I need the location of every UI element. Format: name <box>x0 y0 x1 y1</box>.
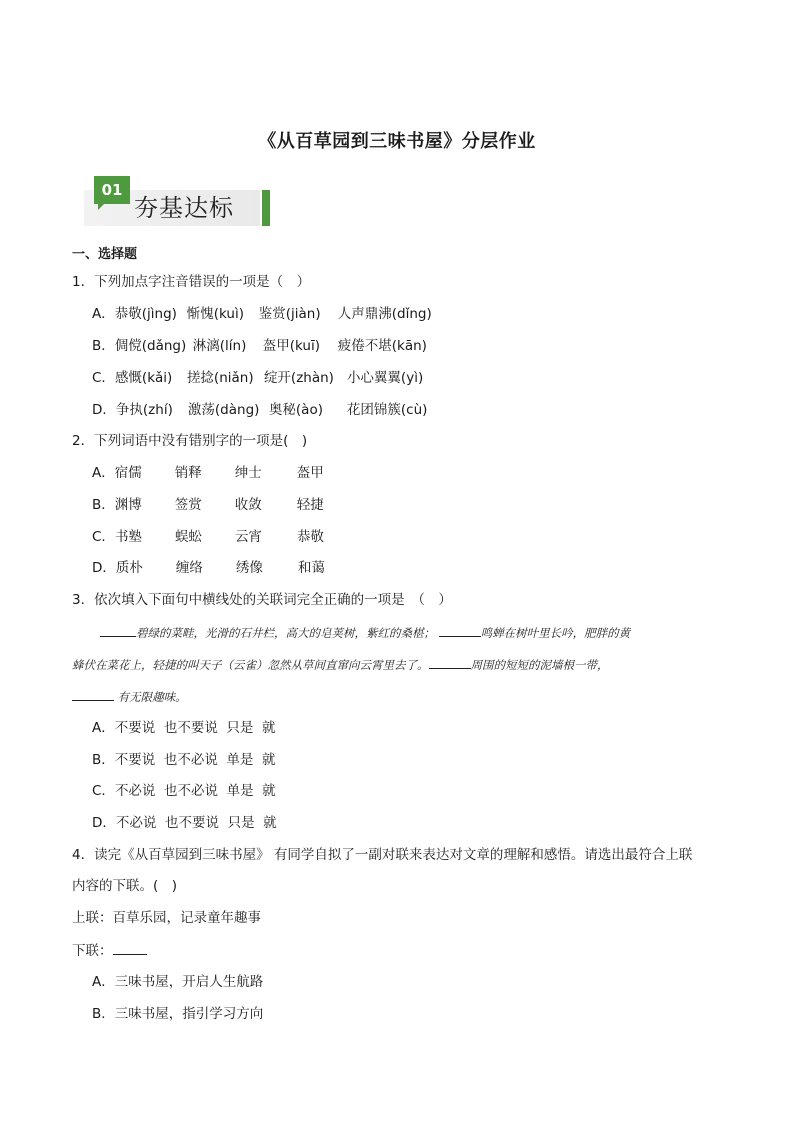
q1-option-a <box>92 304 432 324</box>
passage-text: 周围的短短的泥墙根一带， <box>470 658 609 672</box>
option-item: 书塾 <box>114 529 142 545</box>
q3-passage-line-2 <box>72 654 609 675</box>
fill-blank <box>429 654 471 669</box>
q3-option-a <box>92 718 276 738</box>
passage-text: 碧绿的菜畦，光滑的石井栏，高大的皂荚树，紫红的桑椹； <box>136 626 435 640</box>
option-item: 花团锦簇(cù) <box>346 402 428 418</box>
option-label: A． <box>92 465 115 481</box>
passage-text: 鸣蝉在树叶里长吟，肥胖的黄 <box>480 626 631 640</box>
banner-badge-tail <box>98 203 105 210</box>
q3-stem: 3．依次填入下面句中横线处的关联词完全正确的一项是 （ ） <box>72 592 452 608</box>
q3-option-d <box>92 813 277 833</box>
option-item: 轻捷 <box>296 497 324 513</box>
option-item: 签赏 <box>174 497 202 513</box>
option-item: 蜈蚣 <box>174 529 202 545</box>
q4-upper-couplet: 上联：百草乐园，记录童年趣事 <box>72 910 261 926</box>
fill-blank <box>113 940 147 955</box>
option-item: 绽开(zhàn) <box>263 370 334 386</box>
section-banner <box>84 176 272 228</box>
option-item: 盔甲(kuī) <box>262 338 321 354</box>
q2-stem: 2．下列词语中没有错别字的一项是( ) <box>72 433 308 449</box>
option-item: 恭敬(jìng) <box>114 306 177 322</box>
q1-option-d <box>92 400 427 420</box>
option-item: 惭愧(kuì) <box>186 306 244 322</box>
option-label: C． <box>92 370 115 386</box>
q2-option-d <box>92 558 325 578</box>
option-item: 奥秘(ào) <box>268 402 323 418</box>
option-text: 不必说 也不必说 单是 就 <box>114 783 276 799</box>
option-label: C． <box>92 529 115 545</box>
option-item: 感慨(kǎi) <box>114 370 173 386</box>
option-item: 鉴赏(jiàn) <box>258 306 321 322</box>
q4-lower-couplet <box>72 940 147 961</box>
option-item: 倜傥(dǎng) <box>114 338 187 354</box>
option-text: 三味书屋，指引学习方向 <box>114 1006 264 1022</box>
option-item: 宿儒 <box>114 465 142 481</box>
q3-option-b <box>92 750 276 770</box>
option-label: B． <box>92 338 115 354</box>
option-label: B． <box>92 1006 115 1022</box>
lower-label: 下联： <box>72 943 113 959</box>
option-item: 搓捻(niǎn) <box>186 370 254 386</box>
option-item: 销释 <box>174 465 202 481</box>
option-item: 渊博 <box>114 497 142 513</box>
fill-blank <box>72 686 114 701</box>
option-item: 质朴 <box>115 560 143 576</box>
q1-option-b <box>92 336 427 356</box>
option-text: 不要说 也不必说 单是 就 <box>114 752 276 768</box>
passage-text: 有无限趣味。 <box>117 690 187 704</box>
option-item: 绅士 <box>234 465 262 481</box>
q3-passage-line-3 <box>72 686 187 707</box>
q2-option-c <box>92 527 324 547</box>
option-label: D． <box>92 560 116 576</box>
banner-accent-bar <box>262 190 270 226</box>
option-item: 小心翼翼(yì) <box>346 370 424 386</box>
option-text: 不必说 也不要说 只是 就 <box>115 815 277 831</box>
option-label: A． <box>92 306 115 322</box>
q4-stem-line-2: 内容的下联。( ) <box>72 878 178 894</box>
banner-text: 夯基达标 <box>134 194 234 222</box>
q2-option-a <box>92 463 324 483</box>
option-text: 三味书屋，开启人生航路 <box>114 974 264 990</box>
option-item: 争执(zhí) <box>115 402 173 418</box>
section-heading: 一、选择题 <box>72 247 138 262</box>
option-item: 人声鼎沸(dǐng) <box>337 306 432 322</box>
q4-stem-line-1: 4．读完《从百草园到三味书屋》 有同学自拟了一副对联来表达对文章的理解和感悟。请选出最符合上联 <box>72 847 693 863</box>
q3-passage-line-1 <box>100 622 630 643</box>
q2-option-b <box>92 495 324 515</box>
option-label: B． <box>92 497 115 513</box>
banner-number-badge: 01 <box>94 176 130 204</box>
option-label: D． <box>92 815 116 831</box>
option-item: 盔甲 <box>296 465 324 481</box>
option-item: 缠络 <box>175 560 203 576</box>
option-item: 恭敬 <box>296 529 324 545</box>
option-item: 绣像 <box>235 560 263 576</box>
passage-text: 蜂伏在菜花上，轻捷的叫天子（云雀）忽然从草间直窜向云霄里去了。 <box>72 658 429 672</box>
option-label: A． <box>92 720 115 736</box>
q1-option-c <box>92 368 423 388</box>
page-title: 《从百草园到三味书屋》分层作业 <box>258 131 536 152</box>
option-text: 不要说 也不要说 只是 就 <box>114 720 276 736</box>
option-item: 云宵 <box>234 529 262 545</box>
option-item: 淋漓(lín) <box>192 338 247 354</box>
q4-option-a <box>92 972 263 992</box>
option-item: 收敛 <box>234 497 262 513</box>
option-item: 疲倦不堪(kān) <box>337 338 427 354</box>
q1-stem: 1．下列加点字注音错误的一项是（ ） <box>72 274 311 290</box>
q3-option-c <box>92 781 276 801</box>
q4-option-b <box>92 1004 263 1024</box>
option-item: 激荡(dàng) <box>187 402 260 418</box>
option-label: C． <box>92 783 115 799</box>
fill-blank <box>100 622 136 637</box>
option-item: 和蔼 <box>297 560 325 576</box>
fill-blank <box>439 622 481 637</box>
option-label: D． <box>92 402 116 418</box>
option-label: A． <box>92 974 115 990</box>
option-label: B． <box>92 752 115 768</box>
